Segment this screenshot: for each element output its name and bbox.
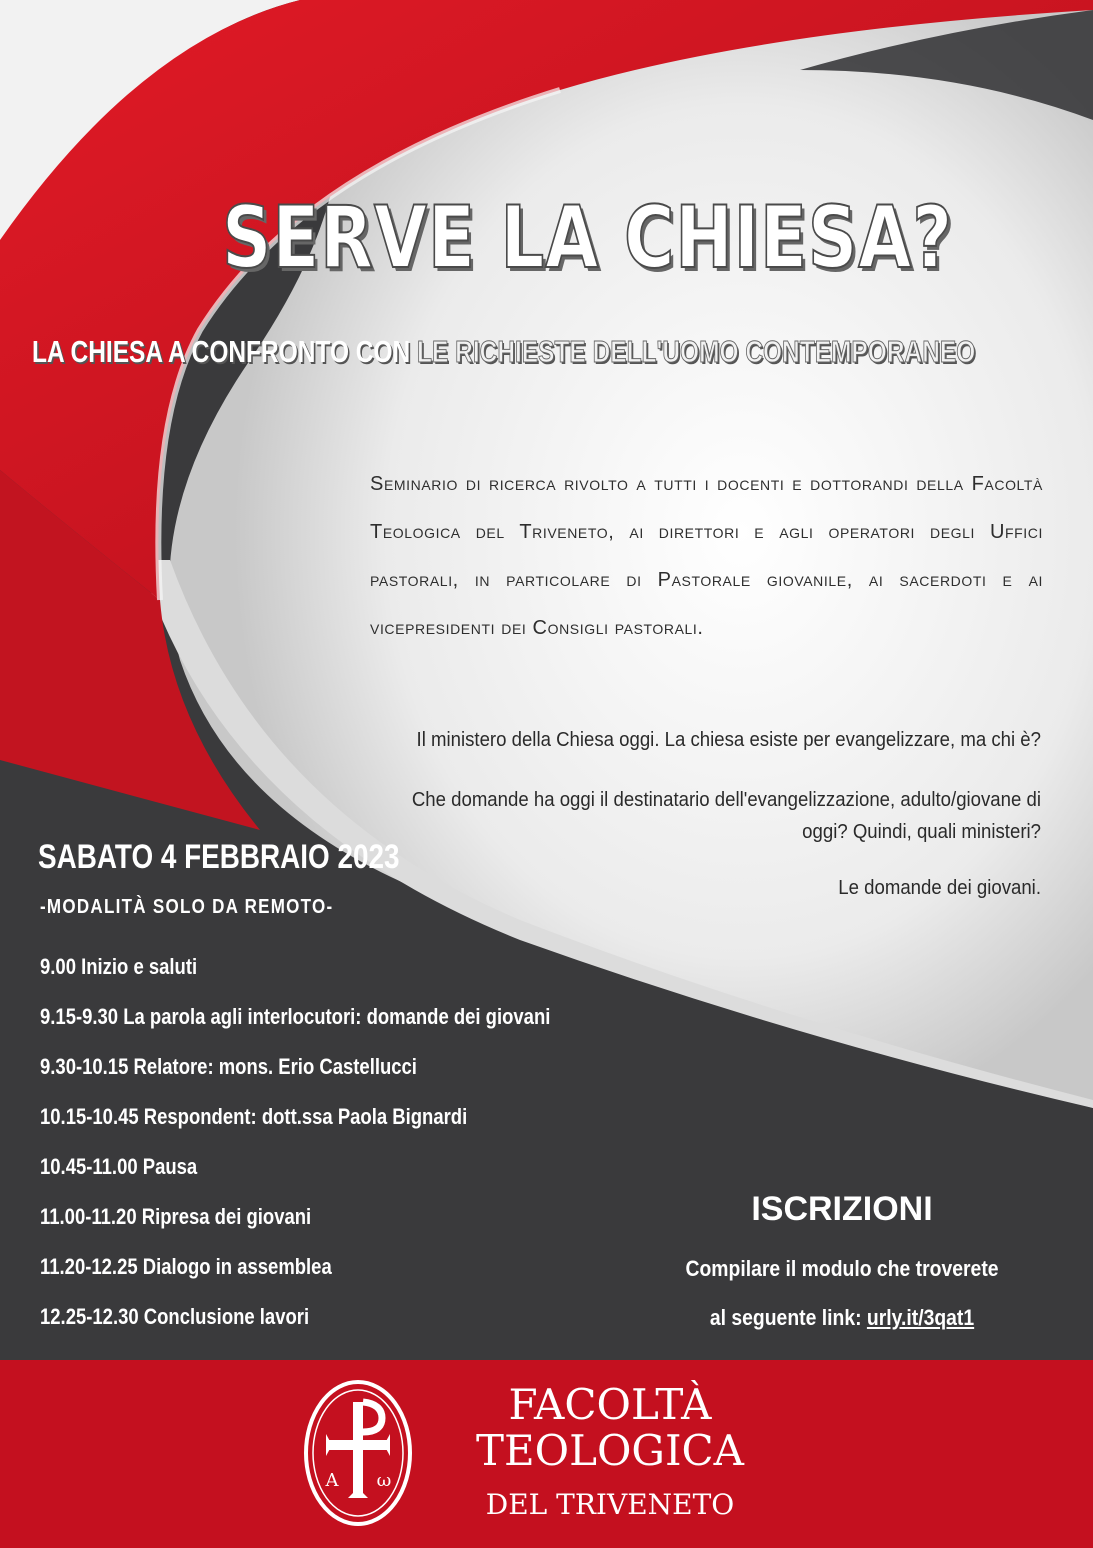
event-date: SABATO 4 FEBBRAIO 2023 <box>38 838 400 876</box>
program-item: 10.45-11.00 Pausa <box>40 1154 198 1179</box>
registration-link-line <box>664 1305 1020 1331</box>
intro-paragraph: Seminario di ricerca rivolto a tutti i docenti e dottorandi della Facoltà Teologica del Triveneto, ai direttori e agli operatori degli Uffici pastorali, in particolare di Pastorale giovanile, ai sacerdoti e ai vicepresidenti dei Consigli pastorali. <box>370 473 1043 639</box>
subtitle-part-2: LE RICHIESTE DELL'UOMO CONTEMPORANEO <box>417 334 976 369</box>
program-item: 9.00 Inizio e saluti <box>40 954 198 979</box>
registration-title: ISCRIZIONI <box>751 1190 933 1228</box>
question-1: Il ministero della Chiesa oggi. La chiesa esiste per evangelizzare, ma chi è? <box>416 729 1041 751</box>
svg-text:ω: ω <box>376 1470 392 1491</box>
subtitle <box>32 334 1020 370</box>
program-list <box>40 954 640 1354</box>
program-item: 12.25-12.30 Conclusione lavori <box>40 1304 310 1329</box>
registration-text: Compilare il modulo che troverete <box>685 1256 999 1281</box>
program-item: 9.30-10.15 Relatore: mons. Erio Castellucci <box>40 1054 417 1079</box>
event-mode: -MODALITÀ SOLO DA REMOTO- <box>40 896 334 918</box>
program-item: 9.15-9.30 La parola agli interlocutori: domande dei giovani <box>40 1004 551 1029</box>
org-name-line-1: FACOLTÀ <box>508 1380 712 1429</box>
subtitle-part-1: LA CHIESA A CONFRONTO CON <box>32 334 418 369</box>
registration-link-prefix: al seguente link: <box>709 1305 867 1330</box>
program-item: 10.15-10.45 Respondent: dott.ssa Paola Bignardi <box>40 1104 468 1129</box>
footer-banner <box>0 1360 1093 1548</box>
registration-link[interactable]: urly.it/3qat1 <box>866 1305 975 1330</box>
svg-text:A: A <box>325 1470 339 1491</box>
org-name-line-2: TEOLOGICA <box>475 1426 745 1475</box>
program-item: 11.00-11.20 Ripresa dei giovani <box>40 1204 312 1229</box>
program-item: 11.20-12.25 Dialogo in assemblea <box>40 1254 332 1279</box>
question-3: Le domande dei giovani. <box>838 877 1041 899</box>
main-title: SERVE LA CHIESA? <box>222 188 953 288</box>
faculty-logo-icon <box>302 1378 414 1528</box>
org-name-line-3: DEL TRIVENETO <box>485 1488 735 1521</box>
question-2: Che domande ha oggi il destinatario dell'evangelizzazione, adulto/giovane di oggi? Quindi, quali ministeri? <box>411 789 1041 843</box>
